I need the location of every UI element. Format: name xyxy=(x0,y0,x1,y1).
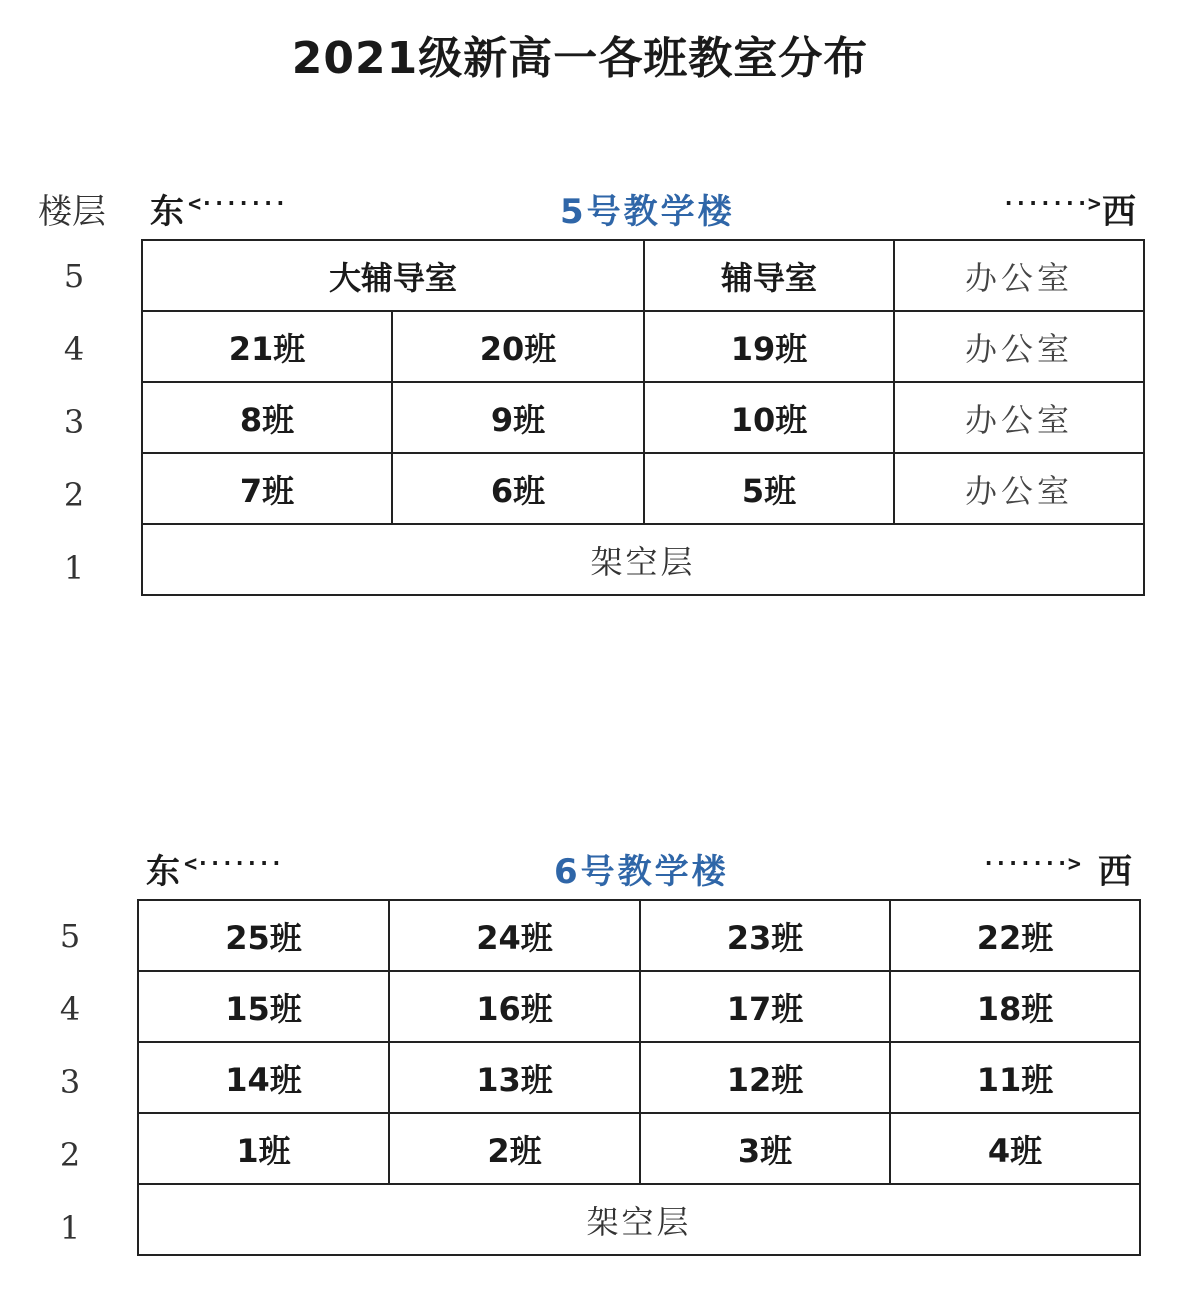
building6-title: 6号教学楼 xyxy=(554,852,729,892)
room-class: 8班 xyxy=(142,382,392,453)
east-label: 东 xyxy=(150,192,184,232)
table-row xyxy=(138,1042,1140,1113)
room-office: 办公室 xyxy=(894,453,1144,524)
page-title: 2021级新高一各班教室分布 xyxy=(291,33,869,84)
building6-table xyxy=(137,899,1141,1256)
east-label: 东 xyxy=(146,852,180,892)
floor-number: 1 xyxy=(59,1209,81,1247)
room-office: 办公室 xyxy=(894,240,1144,311)
floor-number: 2 xyxy=(63,476,85,514)
room-pilotis: 架空层 xyxy=(138,1184,1140,1255)
table-row xyxy=(138,971,1140,1042)
room-class: 17班 xyxy=(640,971,890,1042)
room-class: 25班 xyxy=(138,900,389,971)
east-arrow: <······· xyxy=(184,852,282,877)
west-arrow: ·······> xyxy=(1002,192,1100,217)
room-class: 20班 xyxy=(392,311,644,382)
building5-title: 5号教学楼 xyxy=(560,192,735,232)
table-row xyxy=(138,1113,1140,1184)
room-class: 12班 xyxy=(640,1042,890,1113)
room-class: 21班 xyxy=(142,311,392,382)
room-class: 24班 xyxy=(389,900,640,971)
floor-number: 3 xyxy=(63,403,85,441)
floor-number: 5 xyxy=(63,257,85,295)
floor-number: 2 xyxy=(59,1136,81,1174)
room-class: 18班 xyxy=(890,971,1140,1042)
room-class: 3班 xyxy=(640,1113,890,1184)
east-arrow: <······· xyxy=(188,192,286,217)
west-label: 西 xyxy=(1102,192,1136,232)
table-row xyxy=(142,240,1144,311)
floor-number: 3 xyxy=(59,1063,81,1101)
room-class: 6班 xyxy=(392,453,644,524)
building5-floor-numbers xyxy=(44,240,104,605)
building5-table xyxy=(141,239,1145,596)
room-class: 5班 xyxy=(644,453,894,524)
room-counseling: 辅导室 xyxy=(644,240,894,311)
table-row xyxy=(142,311,1144,382)
room-class: 11班 xyxy=(890,1042,1140,1113)
table-row xyxy=(142,382,1144,453)
table-row xyxy=(142,524,1144,595)
room-class: 7班 xyxy=(142,453,392,524)
building6-floor-numbers xyxy=(40,900,100,1265)
room-class: 1班 xyxy=(138,1113,389,1184)
room-class: 4班 xyxy=(890,1113,1140,1184)
room-class: 14班 xyxy=(138,1042,389,1113)
table-row xyxy=(142,453,1144,524)
room-class: 13班 xyxy=(389,1042,640,1113)
room-office: 办公室 xyxy=(894,311,1144,382)
table-row xyxy=(138,1184,1140,1255)
table-row xyxy=(138,900,1140,971)
room-class: 19班 xyxy=(644,311,894,382)
floor-number: 4 xyxy=(63,330,85,368)
floor-column-header: 楼层 xyxy=(38,192,106,232)
floor-number: 4 xyxy=(59,990,81,1028)
west-label: 西 xyxy=(1098,852,1132,892)
room-class: 10班 xyxy=(644,382,894,453)
room-class: 16班 xyxy=(389,971,640,1042)
room-class: 22班 xyxy=(890,900,1140,971)
room-class: 23班 xyxy=(640,900,890,971)
room-large-counseling: 大辅导室 xyxy=(142,240,644,311)
floor-number: 1 xyxy=(63,549,85,587)
room-class: 2班 xyxy=(389,1113,640,1184)
west-arrow: ·······> xyxy=(982,852,1080,877)
room-pilotis: 架空层 xyxy=(142,524,1144,595)
room-office: 办公室 xyxy=(894,382,1144,453)
floor-number: 5 xyxy=(59,917,81,955)
room-class: 9班 xyxy=(392,382,644,453)
room-class: 15班 xyxy=(138,971,389,1042)
